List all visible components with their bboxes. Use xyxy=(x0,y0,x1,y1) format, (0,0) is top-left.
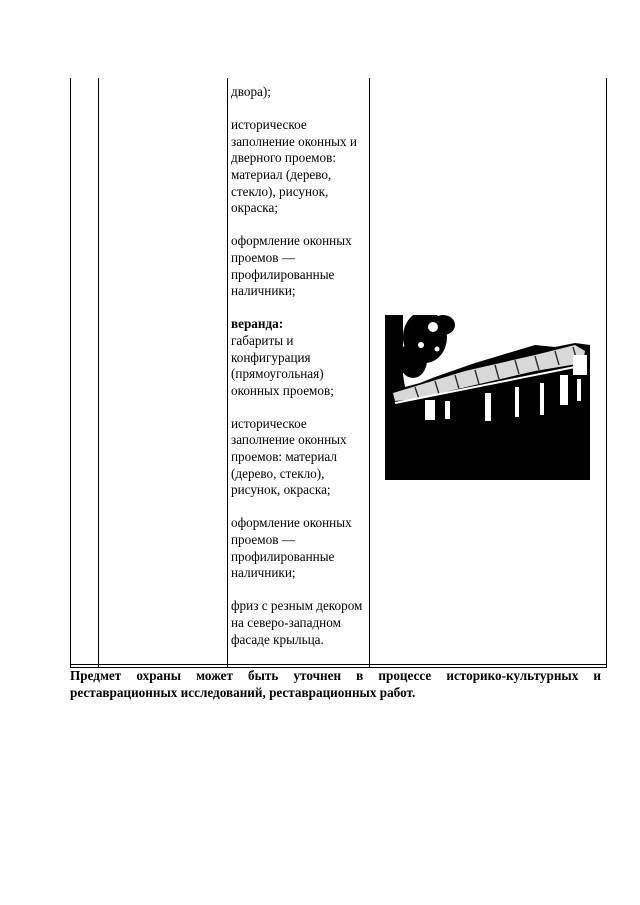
table-border-col1 xyxy=(98,78,99,668)
veranda-label: веранда: xyxy=(231,316,284,332)
paragraph-window-door-filling: историческое заполнение оконных и дверного проемов: материал (дерево, стекло), рисунок, окраска; xyxy=(231,117,357,216)
protection-note: Предмет охраны может быть уточнен в процессе историко-культурных и реставрационных исследований, реставрационных работ. xyxy=(70,668,601,700)
paragraph-veranda-window-trims: оформление оконных проемов — профилированные наличники; xyxy=(231,515,352,581)
protection-subject-cell xyxy=(231,84,367,665)
table-border-left xyxy=(70,78,71,668)
paragraph-window-trims: оформление оконных проемов — профилированные наличники; xyxy=(231,233,352,299)
table-border-col2 xyxy=(227,78,228,668)
veranda-photo xyxy=(385,315,590,480)
table-border-right xyxy=(606,78,607,668)
paragraph-veranda xyxy=(231,316,367,399)
paragraph-frieze: фриз с резным декором на северо-западном фасаде крыльца. xyxy=(231,598,363,647)
paragraph-veranda-window-filling: историческое заполнение оконных проемов: материал (дерево, стекло), рисунок, окраска; xyxy=(231,415,347,498)
paragraph-courtyard: двора); xyxy=(231,84,271,99)
table-border-col3 xyxy=(369,78,370,668)
veranda-dimensions: габариты и конфигурация (прямоугольная) оконных проемов; xyxy=(231,332,334,398)
